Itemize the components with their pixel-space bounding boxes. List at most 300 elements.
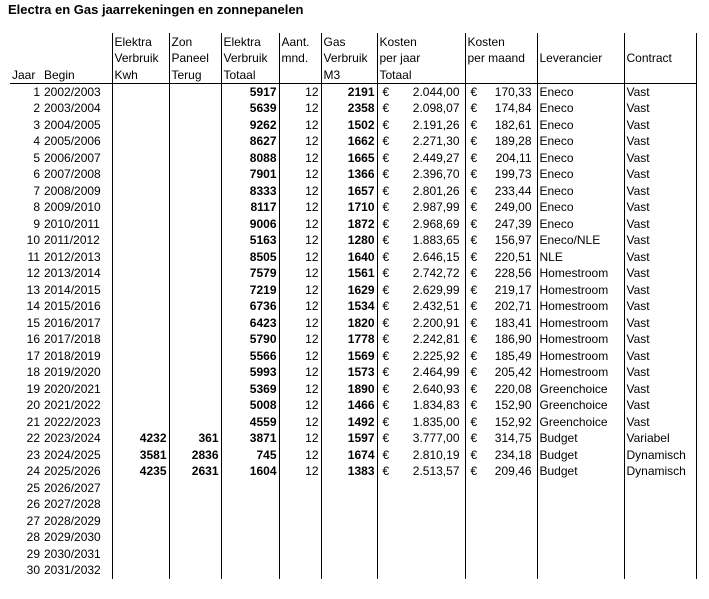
- cell-contract: Vast: [624, 183, 696, 200]
- cell-elektra-totaal: 5993: [221, 364, 279, 381]
- cell-zon-terug: 2631: [169, 463, 221, 480]
- cell-leverancier: Budget: [537, 430, 624, 447]
- energy-table: [10, 33, 697, 579]
- cell-elektra-totaal: 8627: [221, 133, 279, 150]
- euro-symbol: €: [382, 233, 390, 248]
- cell-elektra-verbruik: [112, 265, 169, 282]
- cell-contract: Vast: [624, 348, 696, 365]
- cell-aant-mnd: [279, 529, 321, 546]
- cell-zon-terug: [169, 100, 221, 117]
- money-value: 2.098,07: [412, 101, 460, 116]
- cell-elektra-totaal: 745: [221, 447, 279, 464]
- cell-contract: Vast: [624, 265, 696, 282]
- euro-symbol: €: [382, 365, 390, 380]
- table-row: [10, 199, 696, 216]
- money-value: 2.200,91: [412, 315, 460, 330]
- cell-elektra-verbruik: [112, 529, 169, 546]
- cell-begin: 2020/2021: [42, 381, 112, 398]
- euro-symbol: €: [470, 332, 478, 347]
- cell-elektra-verbruik: [112, 414, 169, 431]
- cell-zon-terug: [169, 166, 221, 183]
- cell-kosten-maand: [465, 348, 537, 365]
- cell-jaar: 19: [26, 381, 40, 396]
- cell-elektra-totaal: 5163: [221, 232, 279, 249]
- cell-kosten-jaar: [377, 315, 465, 332]
- cell-begin: 2012/2013: [42, 249, 112, 266]
- cell-gas-verbruik: 1280: [321, 232, 377, 249]
- cell-kosten-maand: [465, 315, 537, 332]
- money-value: 2.801,26: [412, 183, 460, 198]
- cell-gas-verbruik: 2191: [321, 83, 377, 100]
- cell-elektra-totaal: 4559: [221, 414, 279, 431]
- cell-kosten-maand: [465, 183, 537, 200]
- cell-contract: [624, 562, 696, 579]
- cell-elektra-totaal: 3871: [221, 430, 279, 447]
- money-value: 202,71: [494, 299, 532, 314]
- cell-elektra-totaal: 6423: [221, 315, 279, 332]
- cell-elektra-totaal: 7219: [221, 282, 279, 299]
- cell-begin: 2002/2003: [42, 83, 112, 100]
- cell-begin: 2013/2014: [42, 265, 112, 282]
- money-value: 228,56: [494, 266, 532, 281]
- cell-kosten-jaar: [377, 166, 465, 183]
- euro-symbol: €: [382, 282, 390, 297]
- cell-aant-mnd: [279, 562, 321, 579]
- cell-gas-verbruik: 1890: [321, 381, 377, 398]
- cell-kosten-jaar: [377, 496, 465, 513]
- cell-elektra-verbruik: [112, 199, 169, 216]
- cell-elektra-verbruik: [112, 183, 169, 200]
- cell-aant-mnd: 12: [279, 381, 321, 398]
- cell-elektra-totaal: [221, 480, 279, 497]
- euro-symbol: €: [470, 150, 478, 165]
- cell-elektra-totaal: 5639: [221, 100, 279, 117]
- cell-contract: Dynamisch: [624, 463, 696, 480]
- cell-leverancier: Budget: [537, 447, 624, 464]
- cell-gas-verbruik: [321, 496, 377, 513]
- cell-aant-mnd: 12: [279, 331, 321, 348]
- cell-gas-verbruik: 1561: [321, 265, 377, 282]
- money-value: 189,28: [494, 134, 532, 149]
- cell-gas-verbruik: 1662: [321, 133, 377, 150]
- cell-begin: 2011/2012: [42, 232, 112, 249]
- euro-symbol: €: [470, 348, 478, 363]
- cell-elektra-verbruik: 4235: [112, 463, 169, 480]
- cell-jaar: 12: [26, 266, 40, 281]
- cell-leverancier: [537, 513, 624, 530]
- money-value: 2.629,99: [412, 282, 460, 297]
- money-value: 3.777,00: [412, 431, 460, 446]
- cell-kosten-maand: [465, 529, 537, 546]
- header-zon-3: Terug: [169, 66, 221, 83]
- money-value: 234,18: [494, 447, 532, 462]
- cell-elektra-totaal: 5790: [221, 331, 279, 348]
- table-row: [10, 562, 696, 579]
- cell-contract: [624, 480, 696, 497]
- cell-gas-verbruik: 1640: [321, 249, 377, 266]
- euro-symbol: €: [470, 398, 478, 413]
- cell-contract: Vast: [624, 100, 696, 117]
- cell-begin: 2027/2028: [42, 496, 112, 513]
- table-row: [10, 83, 696, 100]
- cell-contract: Vast: [624, 298, 696, 315]
- cell-leverancier: Eneco: [537, 150, 624, 167]
- cell-kosten-jaar: [377, 282, 465, 299]
- cell-kosten-maand: [465, 397, 537, 414]
- euro-symbol: €: [470, 431, 478, 446]
- cell-gas-verbruik: 1502: [321, 117, 377, 134]
- table-row: [10, 364, 696, 381]
- table-row: [10, 166, 696, 183]
- table-row: [10, 183, 696, 200]
- table-row: [10, 381, 696, 398]
- cell-jaar: 20: [26, 398, 40, 413]
- cell-elektra-verbruik: [112, 100, 169, 117]
- cell-kosten-maand: [465, 381, 537, 398]
- table-row: [10, 216, 696, 233]
- cell-contract: Vast: [624, 133, 696, 150]
- cell-gas-verbruik: [321, 546, 377, 563]
- cell-kosten-maand: [465, 298, 537, 315]
- cell-aant-mnd: 12: [279, 117, 321, 134]
- cell-aant-mnd: 12: [279, 282, 321, 299]
- euro-symbol: €: [382, 381, 390, 396]
- money-value: 204,11: [495, 150, 532, 165]
- cell-contract: Vast: [624, 232, 696, 249]
- cell-begin: 2014/2015: [42, 282, 112, 299]
- cell-zon-terug: [169, 298, 221, 315]
- cell-gas-verbruik: 1778: [321, 331, 377, 348]
- cell-gas-verbruik: 1597: [321, 430, 377, 447]
- cell-elektra-totaal: 9006: [221, 216, 279, 233]
- euro-symbol: €: [382, 200, 390, 215]
- cell-kosten-jaar: [377, 364, 465, 381]
- cell-begin: 2018/2019: [42, 348, 112, 365]
- table-row: [10, 480, 696, 497]
- cell-leverancier: Homestroom: [537, 331, 624, 348]
- cell-elektra-verbruik: [112, 381, 169, 398]
- euro-symbol: €: [382, 414, 390, 429]
- cell-gas-verbruik: [321, 562, 377, 579]
- cell-leverancier: Homestroom: [537, 364, 624, 381]
- cell-jaar: 26: [26, 497, 40, 512]
- cell-elektra-totaal: 7579: [221, 265, 279, 282]
- money-value: 2.742,72: [412, 266, 460, 281]
- money-value: 1.883,65: [412, 233, 460, 248]
- header-totaal-3: Totaal: [221, 66, 279, 83]
- cell-begin: 2021/2022: [42, 397, 112, 414]
- cell-kosten-maand: [465, 249, 537, 266]
- money-value: 183,41: [494, 315, 532, 330]
- cell-gas-verbruik: 1383: [321, 463, 377, 480]
- cell-aant-mnd: 12: [279, 183, 321, 200]
- cell-kosten-jaar: [377, 430, 465, 447]
- cell-leverancier: Homestroom: [537, 282, 624, 299]
- cell-kosten-maand: [465, 496, 537, 513]
- cell-zon-terug: [169, 529, 221, 546]
- cell-zon-terug: [169, 546, 221, 563]
- cell-begin: 2025/2026: [42, 463, 112, 480]
- cell-aant-mnd: [279, 546, 321, 563]
- cell-begin: 2010/2011: [42, 216, 112, 233]
- cell-begin: 2024/2025: [42, 447, 112, 464]
- table-row: [10, 348, 696, 365]
- cell-begin: 2019/2020: [42, 364, 112, 381]
- cell-contract: Vast: [624, 282, 696, 299]
- cell-kosten-maand: [465, 430, 537, 447]
- cell-contract: [624, 546, 696, 563]
- cell-kosten-jaar: [377, 83, 465, 100]
- cell-kosten-jaar: [377, 199, 465, 216]
- euro-symbol: €: [382, 431, 390, 446]
- money-value: 2.968,69: [412, 216, 460, 231]
- euro-symbol: €: [470, 183, 478, 198]
- cell-aant-mnd: [279, 496, 321, 513]
- cell-gas-verbruik: 1820: [321, 315, 377, 332]
- cell-gas-verbruik: 1534: [321, 298, 377, 315]
- money-value: 247,39: [494, 216, 532, 231]
- cell-elektra-verbruik: [112, 249, 169, 266]
- cell-kosten-jaar: [377, 348, 465, 365]
- cell-elektra-verbruik: [112, 562, 169, 579]
- cell-leverancier: Homestroom: [537, 265, 624, 282]
- cell-elektra-verbruik: [112, 397, 169, 414]
- euro-symbol: €: [470, 134, 478, 149]
- euro-symbol: €: [470, 299, 478, 314]
- euro-symbol: €: [470, 365, 478, 380]
- cell-begin: 2016/2017: [42, 315, 112, 332]
- euro-symbol: €: [382, 101, 390, 116]
- cell-zon-terug: [169, 249, 221, 266]
- euro-symbol: €: [382, 299, 390, 314]
- cell-kosten-jaar: [377, 331, 465, 348]
- cell-aant-mnd: 12: [279, 265, 321, 282]
- cell-begin: 2008/2009: [42, 183, 112, 200]
- euro-symbol: €: [382, 249, 390, 264]
- cell-kosten-jaar: [377, 150, 465, 167]
- euro-symbol: €: [382, 266, 390, 281]
- cell-elektra-totaal: 5566: [221, 348, 279, 365]
- table-row: [10, 232, 696, 249]
- cell-aant-mnd: 12: [279, 315, 321, 332]
- money-value: 233,44: [494, 183, 532, 198]
- cell-elektra-totaal: 8333: [221, 183, 279, 200]
- cell-elektra-verbruik: 4232: [112, 430, 169, 447]
- cell-aant-mnd: 12: [279, 199, 321, 216]
- cell-kosten-jaar: [377, 232, 465, 249]
- cell-begin: 2006/2007: [42, 150, 112, 167]
- table-row: [10, 249, 696, 266]
- cell-kosten-maand: [465, 199, 537, 216]
- cell-begin: 2009/2010: [42, 199, 112, 216]
- money-value: 174,84: [494, 101, 532, 116]
- cell-zon-terug: [169, 199, 221, 216]
- cell-gas-verbruik: 1665: [321, 150, 377, 167]
- cell-jaar: 29: [26, 546, 40, 561]
- money-value: 209,46: [494, 464, 532, 479]
- header-kosten-jaar-1: Kosten: [377, 33, 465, 50]
- cell-aant-mnd: 12: [279, 133, 321, 150]
- cell-kosten-maand: [465, 546, 537, 563]
- euro-symbol: €: [470, 216, 478, 231]
- cell-kosten-maand: [465, 463, 537, 480]
- money-value: 186,90: [494, 332, 532, 347]
- cell-zon-terug: [169, 150, 221, 167]
- cell-elektra-totaal: 8117: [221, 199, 279, 216]
- cell-begin: 2003/2004: [42, 100, 112, 117]
- header-gas-2: Verbruik: [321, 50, 377, 67]
- cell-kosten-jaar: [377, 249, 465, 266]
- header-row-1: [10, 33, 696, 50]
- cell-kosten-maand: [465, 364, 537, 381]
- cell-begin: 2004/2005: [42, 117, 112, 134]
- cell-aant-mnd: 12: [279, 348, 321, 365]
- header-jaar: Jaar: [10, 66, 42, 83]
- money-value: 2.640,93: [412, 381, 460, 396]
- cell-aant-mnd: 12: [279, 232, 321, 249]
- cell-leverancier: Greenchoice: [537, 381, 624, 398]
- cell-gas-verbruik: [321, 529, 377, 546]
- euro-symbol: €: [382, 464, 390, 479]
- cell-zon-terug: 2836: [169, 447, 221, 464]
- cell-gas-verbruik: 1872: [321, 216, 377, 233]
- cell-zon-terug: [169, 331, 221, 348]
- cell-jaar: 16: [26, 332, 40, 347]
- table-row: [10, 529, 696, 546]
- cell-aant-mnd: 12: [279, 463, 321, 480]
- money-value: 170,33: [494, 84, 532, 99]
- cell-gas-verbruik: 1366: [321, 166, 377, 183]
- cell-elektra-totaal: [221, 546, 279, 563]
- cell-jaar: 11: [27, 249, 40, 264]
- money-value: 2.225,92: [412, 348, 460, 363]
- cell-contract: Vast: [624, 199, 696, 216]
- cell-zon-terug: [169, 83, 221, 100]
- cell-begin: 2030/2031: [42, 546, 112, 563]
- table-row: [10, 315, 696, 332]
- euro-symbol: €: [470, 84, 478, 99]
- cell-jaar: 6: [33, 167, 40, 182]
- euro-symbol: €: [470, 447, 478, 462]
- table-row: [10, 133, 696, 150]
- cell-elektra-totaal: 8505: [221, 249, 279, 266]
- header-kosten-jaar-3: Totaal: [377, 66, 465, 83]
- euro-symbol: €: [470, 233, 478, 248]
- money-value: 220,51: [494, 249, 532, 264]
- cell-elektra-verbruik: [112, 166, 169, 183]
- money-value: 156,97: [494, 233, 532, 248]
- cell-kosten-maand: [465, 216, 537, 233]
- cell-contract: Vast: [624, 216, 696, 233]
- cell-aant-mnd: 12: [279, 397, 321, 414]
- cell-contract: Vast: [624, 83, 696, 100]
- cell-leverancier: Eneco/NLE: [537, 232, 624, 249]
- cell-kosten-maand: [465, 562, 537, 579]
- cell-gas-verbruik: 1573: [321, 364, 377, 381]
- cell-kosten-maand: [465, 166, 537, 183]
- euro-symbol: €: [382, 183, 390, 198]
- cell-aant-mnd: 12: [279, 447, 321, 464]
- table-row: [10, 496, 696, 513]
- money-value: 205,42: [494, 365, 532, 380]
- cell-contract: [624, 496, 696, 513]
- cell-contract: Vast: [624, 331, 696, 348]
- cell-kosten-maand: [465, 133, 537, 150]
- cell-kosten-maand: [465, 331, 537, 348]
- cell-kosten-jaar: [377, 513, 465, 530]
- euro-symbol: €: [470, 282, 478, 297]
- cell-begin: 2029/2030: [42, 529, 112, 546]
- table-row: [10, 414, 696, 431]
- euro-symbol: €: [382, 150, 390, 165]
- cell-leverancier: [537, 496, 624, 513]
- cell-begin: 2015/2016: [42, 298, 112, 315]
- header-totaal-2: Verbruik: [221, 50, 279, 67]
- cell-zon-terug: [169, 397, 221, 414]
- money-value: 2.987,99: [412, 200, 460, 215]
- table-row: [10, 397, 696, 414]
- cell-jaar: 22: [26, 431, 40, 446]
- euro-symbol: €: [382, 216, 390, 231]
- cell-kosten-maand: [465, 117, 537, 134]
- header-kosten-jaar-2: per jaar: [377, 50, 465, 67]
- euro-symbol: €: [470, 381, 478, 396]
- euro-symbol: €: [470, 200, 478, 215]
- cell-leverancier: NLE: [537, 249, 624, 266]
- cell-begin: 2017/2018: [42, 331, 112, 348]
- cell-zon-terug: [169, 480, 221, 497]
- cell-elektra-verbruik: [112, 232, 169, 249]
- cell-contract: Vast: [624, 166, 696, 183]
- header-mnd-1: Aant.: [279, 33, 321, 50]
- cell-contract: Vast: [624, 117, 696, 134]
- cell-zon-terug: [169, 282, 221, 299]
- cell-elektra-totaal: 7901: [221, 166, 279, 183]
- money-value: 152,92: [494, 414, 532, 429]
- cell-gas-verbruik: 1710: [321, 199, 377, 216]
- money-value: 2.464,99: [412, 365, 460, 380]
- cell-jaar: 8: [33, 200, 40, 215]
- money-value: 2.044,00: [412, 84, 460, 99]
- cell-kosten-jaar: [377, 480, 465, 497]
- header-zon-1: Zon: [169, 33, 221, 50]
- cell-kosten-maand: [465, 150, 537, 167]
- header-gas-3: M3: [321, 66, 377, 83]
- cell-elektra-verbruik: [112, 133, 169, 150]
- header-gas-1: Gas: [321, 33, 377, 50]
- table-row: [10, 265, 696, 282]
- cell-kosten-jaar: [377, 117, 465, 134]
- table-row: [10, 546, 696, 563]
- money-value: 249,00: [494, 200, 532, 215]
- cell-elektra-verbruik: [112, 331, 169, 348]
- cell-contract: Vast: [624, 315, 696, 332]
- table-row: [10, 463, 696, 480]
- cell-contract: [624, 529, 696, 546]
- money-value: 199,73: [494, 167, 532, 182]
- cell-kosten-jaar: [377, 414, 465, 431]
- header-kosten-maand-2: per maand: [465, 50, 537, 67]
- cell-jaar: 10: [26, 233, 40, 248]
- cell-elektra-totaal: 1604: [221, 463, 279, 480]
- money-value: 219,17: [494, 282, 532, 297]
- header-elektra-3: Kwh: [112, 66, 169, 83]
- cell-zon-terug: [169, 183, 221, 200]
- euro-symbol: €: [470, 167, 478, 182]
- cell-zon-terug: [169, 133, 221, 150]
- cell-gas-verbruik: 1629: [321, 282, 377, 299]
- cell-gas-verbruik: 1674: [321, 447, 377, 464]
